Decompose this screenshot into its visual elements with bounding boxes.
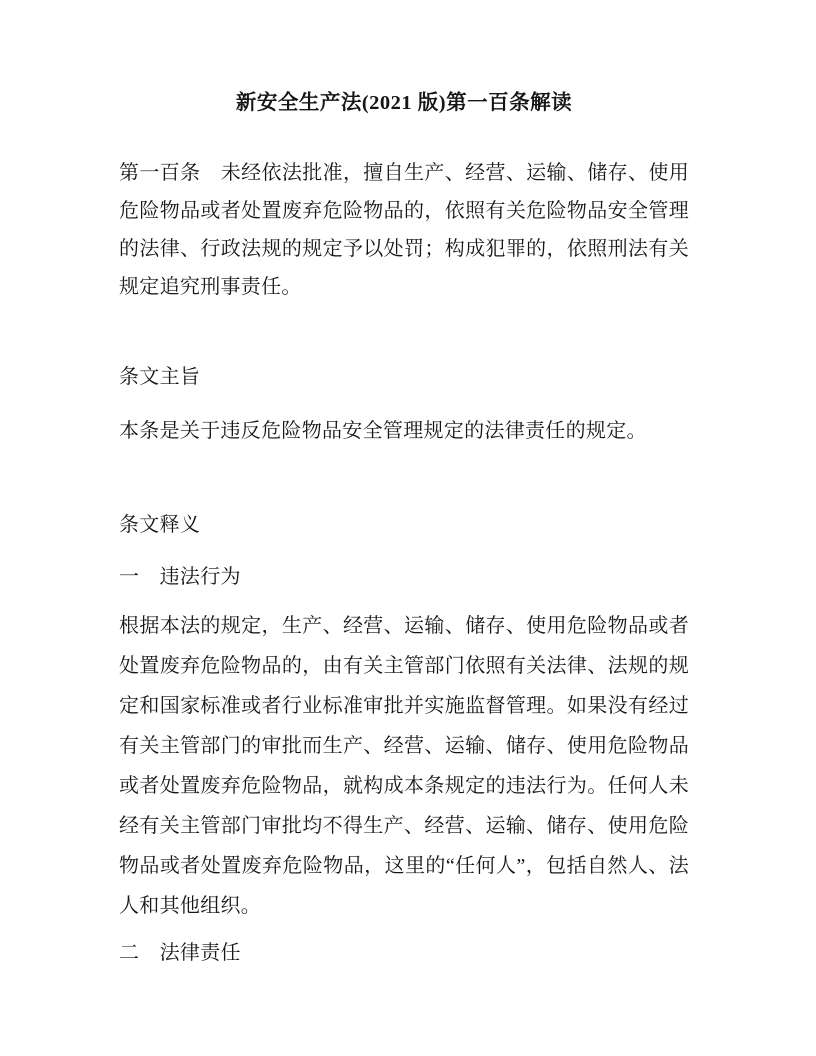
purpose-paragraph: 本条是关于违反危险物品安全管理规定的法律责任的规定。 [119, 420, 647, 442]
subsection-heading-illegal-acts: 一 违法行为 [119, 566, 241, 588]
subsection-heading-legal-liability: 二 法律责任 [119, 942, 241, 964]
article-100-paragraph: 第一百条 未经依法批准，擅自生产、经营、运输、储存、使用危险物品或者处置废弃危险物品的，依照有关危险物品安全管理的法律、行政法规的规定予以处罚；构成犯罪的，依照刑法有关规定追究刑事责任。 [119, 162, 689, 298]
section-heading-purpose: 条文主旨 [119, 366, 201, 388]
document-title: 新安全生产法(2021 版)第一百条解读 [235, 92, 573, 114]
illegal-acts-paragraph: 根据本法的规定，生产、经营、运输、储存、使用危险物品或者处置废弃危险物品的，由有关主管部门依照有关法律、法规的规定和国家标准或者行业标准审批并实施监督管理。如果没有经过有关主管部门的审批而生产、经营、运输、储存、使用危险物品或者处置废弃危险物品，就构成本条规定的违法行为。任何人未经有关主管部门审批均不得生产、经营、运输、储存、使用危险物品或者处置废弃危险物品，这里的“任何人”，包括自然人、法人和其他组织。 [119, 615, 689, 917]
section-heading-interpretation: 条文释义 [119, 514, 201, 536]
